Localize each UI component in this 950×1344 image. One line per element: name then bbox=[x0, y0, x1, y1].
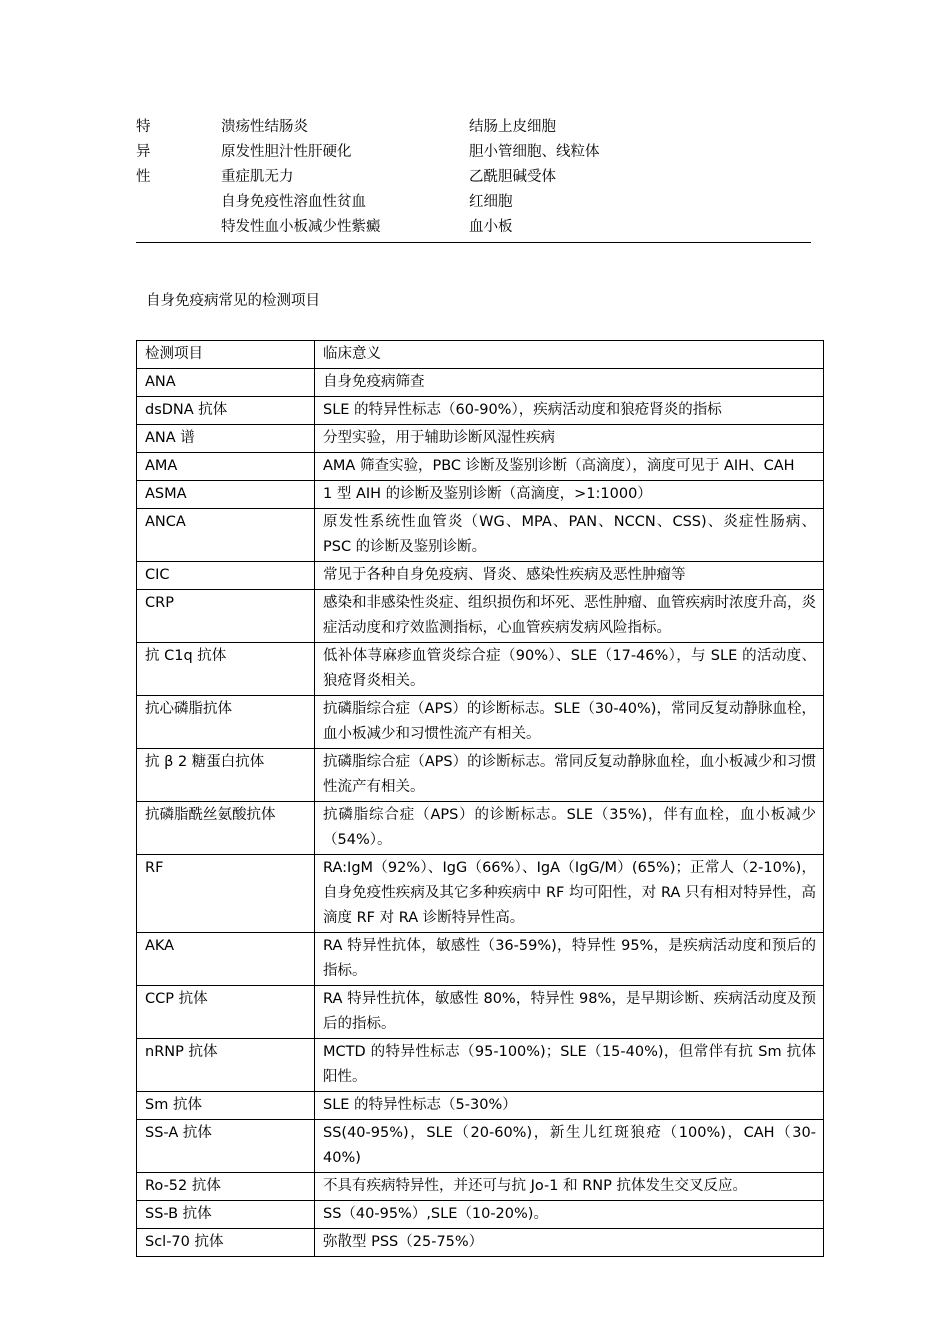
specific-disease-row bbox=[136, 115, 811, 140]
test-item-cell: RF bbox=[137, 855, 315, 933]
table-row bbox=[137, 590, 824, 643]
clinical-meaning-cell: AMA 筛查实验，PBC 诊断及鉴别诊断（高滴度），滴度可见于 AIH、CAH bbox=[315, 453, 824, 481]
table-row bbox=[137, 1229, 824, 1257]
table-row bbox=[137, 643, 824, 696]
disease-name: 溃疡性结肠炎 bbox=[221, 119, 308, 135]
table-row bbox=[137, 855, 824, 933]
table-row bbox=[137, 369, 824, 397]
clinical-meaning-cell: SLE 的特异性标志（60-90%），疾病活动度和狼疮肾炎的指标 bbox=[315, 397, 824, 425]
table-row bbox=[137, 1201, 824, 1229]
clinical-meaning-cell: RA 特异性抗体，敏感性 80%，特异性 98%，是早期诊断、疾病活动度及预后的指标。 bbox=[315, 986, 824, 1039]
header-meaning: 临床意义 bbox=[315, 341, 824, 369]
detection-items-table bbox=[136, 340, 824, 1257]
clinical-meaning-cell: 1 型 AIH 的诊断及鉴别诊断（高滴度，>1:1000） bbox=[315, 481, 824, 509]
test-item-cell: CRP bbox=[137, 590, 315, 643]
test-item-cell: Sm 抗体 bbox=[137, 1092, 315, 1120]
specific-disease-row bbox=[136, 190, 811, 215]
clinical-meaning-cell: 常见于各种自身免疫病、肾炎、感染性疾病及恶性肿瘤等 bbox=[315, 562, 824, 590]
test-item-cell: ASMA bbox=[137, 481, 315, 509]
side-label-char bbox=[136, 215, 221, 240]
target-antigen: 血小板 bbox=[469, 219, 513, 235]
target-antigen: 乙酰胆碱受体 bbox=[469, 169, 556, 185]
target-antigen: 红细胞 bbox=[469, 194, 513, 210]
table-row bbox=[137, 397, 824, 425]
table-row bbox=[137, 509, 824, 562]
clinical-meaning-cell: RA:IgM（92%）、IgG（66%）、IgA（IgG/M）(65%)；正常人（2-10%)，自身免疫性疾病及其它多种疾病中 RF 均可阳性，对 RA 只有相对特异性，高滴度 RF 对 RA 诊断特异性高。 bbox=[315, 855, 824, 933]
side-label-char bbox=[136, 190, 221, 215]
clinical-meaning-cell: RA 特异性抗体，敏感性（36-59%)，特异性 95%，是疾病活动度和预后的指标。 bbox=[315, 933, 824, 986]
table-row bbox=[137, 1092, 824, 1120]
clinical-meaning-cell: SS(40-95%)，SLE（20-60%)，新生儿红斑狼疮（100%)，CAH（30-40%) bbox=[315, 1120, 824, 1173]
disease-name: 原发性胆汁性肝硬化 bbox=[221, 144, 352, 160]
clinical-meaning-cell: 分型实验，用于辅助诊断风湿性疾病 bbox=[315, 425, 824, 453]
side-label-char: 特 bbox=[136, 119, 151, 135]
table-header-row bbox=[137, 341, 824, 369]
test-item-cell: ANCA bbox=[137, 509, 315, 562]
table-row bbox=[137, 1039, 824, 1092]
test-item-cell: SS-A 抗体 bbox=[137, 1120, 315, 1173]
clinical-meaning-cell: 抗磷脂综合症（APS）的诊断标志。SLE（35%)，伴有血栓，血小板减少（54%）。 bbox=[315, 802, 824, 855]
specific-disease-row bbox=[136, 165, 811, 190]
clinical-meaning-cell: 抗磷脂综合症（APS）的诊断标志。SLE（30-40%)，常同反复动静脉血栓，血小板减少和习惯性流产有相关。 bbox=[315, 696, 824, 749]
test-item-cell: AMA bbox=[137, 453, 315, 481]
target-antigen: 结肠上皮细胞 bbox=[469, 119, 556, 135]
test-item-cell: ANA bbox=[137, 369, 315, 397]
target-antigen: 胆小管细胞、线粒体 bbox=[469, 144, 600, 160]
clinical-meaning-cell: 原发性系统性血管炎（WG、MPA、PAN、NCCN、CSS)、炎症性肠病、PSC 的诊断及鉴别诊断。 bbox=[315, 509, 824, 562]
test-item-cell: SS-B 抗体 bbox=[137, 1201, 315, 1229]
test-item-cell: 抗磷脂酰丝氨酸抗体 bbox=[137, 802, 315, 855]
clinical-meaning-cell: SLE 的特异性标志（5-30%） bbox=[315, 1092, 824, 1120]
side-label-char: 异 bbox=[136, 144, 151, 160]
clinical-meaning-cell: 不具有疾病特异性，并还可与抗 Jo-1 和 RNP 抗体发生交叉反应。 bbox=[315, 1173, 824, 1201]
table-row bbox=[137, 696, 824, 749]
test-item-cell: 抗 β 2 糖蛋白抗体 bbox=[137, 749, 315, 802]
test-item-cell: Scl-70 抗体 bbox=[137, 1229, 315, 1257]
test-item-cell: 抗心磷脂抗体 bbox=[137, 696, 315, 749]
specific-disease-table bbox=[136, 115, 811, 243]
clinical-meaning-cell: SS（40-95%）,SLE（10-20%)。 bbox=[315, 1201, 824, 1229]
disease-name: 特发性血小板减少性紫癜 bbox=[221, 219, 381, 235]
test-item-cell: Ro-52 抗体 bbox=[137, 1173, 315, 1201]
test-item-cell: nRNP 抗体 bbox=[137, 1039, 315, 1092]
section-title: 自身免疫病常见的检测项目 bbox=[146, 293, 320, 309]
side-label-char: 性 bbox=[136, 169, 151, 185]
clinical-meaning-cell: MCTD 的特异性标志（95-100%)；SLE（15-40%)，但常伴有抗 Sm 抗体阳性。 bbox=[315, 1039, 824, 1092]
clinical-meaning-cell: 低补体荨麻疹血管炎综合症（90%）、SLE（17-46%），与 SLE 的活动度、狼疮肾炎相关。 bbox=[315, 643, 824, 696]
table-row bbox=[137, 425, 824, 453]
clinical-meaning-cell: 弥散型 PSS（25-75%） bbox=[315, 1229, 824, 1257]
header-item: 检测项目 bbox=[137, 341, 315, 369]
table-row bbox=[137, 1120, 824, 1173]
table-row bbox=[137, 933, 824, 986]
test-item-cell: 抗 C1q 抗体 bbox=[137, 643, 315, 696]
test-item-cell: AKA bbox=[137, 933, 315, 986]
table-row bbox=[137, 481, 824, 509]
clinical-meaning-cell: 感染和非感染性炎症、组织损伤和坏死、恶性肿瘤、血管疾病时浓度升高，炎症活动度和疗效监测指标，心血管疾病发病风险指标。 bbox=[315, 590, 824, 643]
test-item-cell: ANA 谱 bbox=[137, 425, 315, 453]
disease-name: 重症肌无力 bbox=[221, 169, 294, 185]
clinical-meaning-cell: 自身免疫病筛查 bbox=[315, 369, 824, 397]
test-item-cell: dsDNA 抗体 bbox=[137, 397, 315, 425]
specific-disease-row bbox=[136, 140, 811, 165]
specific-disease-row bbox=[136, 215, 811, 240]
table-row bbox=[137, 453, 824, 481]
disease-name: 自身免疫性溶血性贫血 bbox=[221, 194, 366, 210]
table-row bbox=[137, 562, 824, 590]
test-item-cell: CIC bbox=[137, 562, 315, 590]
table-row bbox=[137, 802, 824, 855]
table-row bbox=[137, 986, 824, 1039]
clinical-meaning-cell: 抗磷脂综合症（APS）的诊断标志。常同反复动静脉血栓，血小板减少和习惯性流产有相关。 bbox=[315, 749, 824, 802]
test-item-cell: CCP 抗体 bbox=[137, 986, 315, 1039]
table-row bbox=[137, 1173, 824, 1201]
table-row bbox=[137, 749, 824, 802]
